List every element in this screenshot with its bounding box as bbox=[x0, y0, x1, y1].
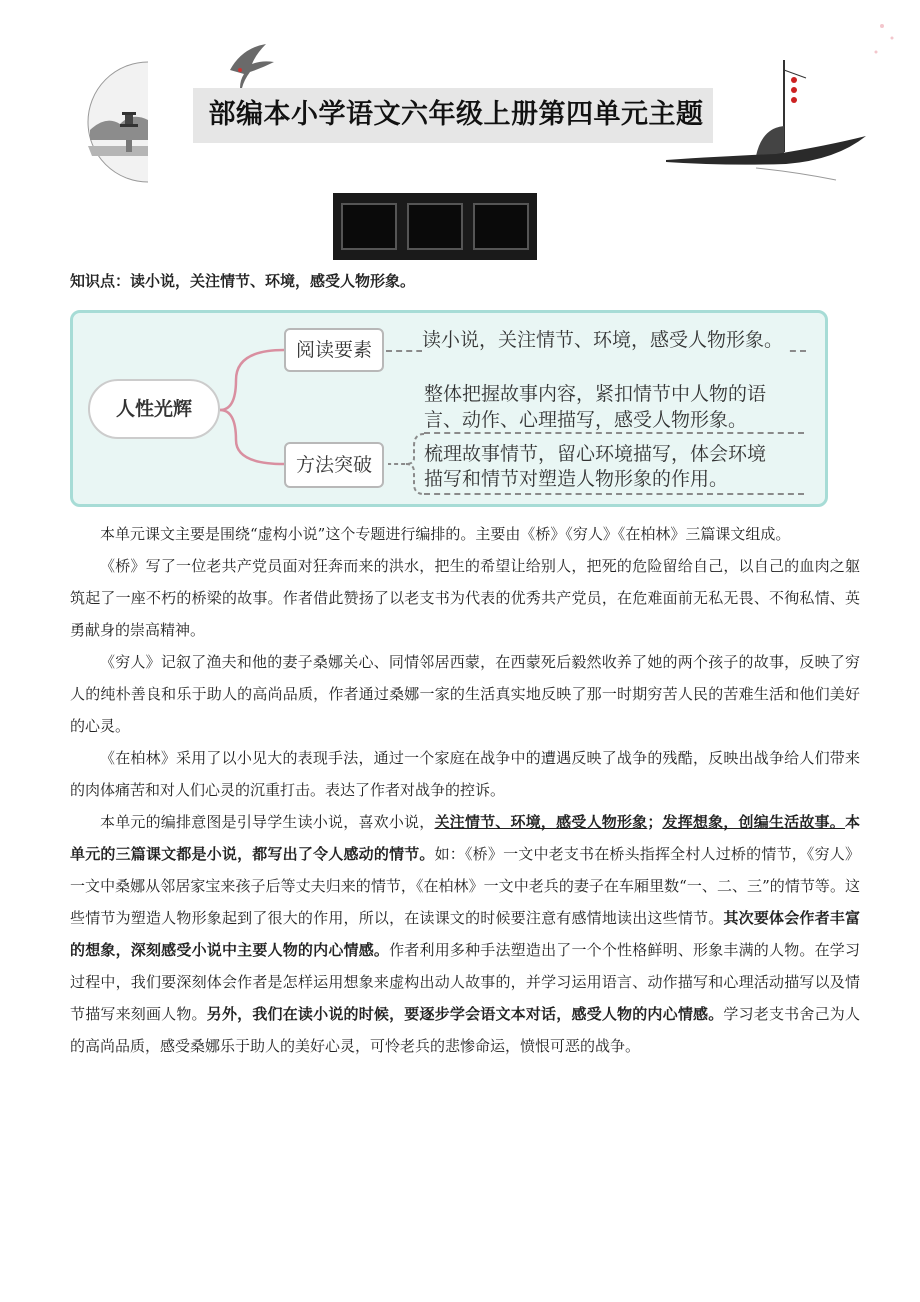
mind-map-method-line-2: 言、动作、心理描写，感受人物形象。 bbox=[424, 409, 748, 431]
mind-map-method-line-4: 描写和情节对塑造人物形象的作用。 bbox=[424, 468, 729, 490]
crane-bird-illustration bbox=[222, 40, 282, 92]
mind-map-bracket bbox=[386, 432, 426, 496]
paragraph-bridge: 《桥》写了一位老共产党员面对狂奔而来的洪水，把生的希望让给别人，把死的危险留给自己，以自己的血肉之躯筑起了一座不朽的桥梁的故事。作者借此赞扬了以老支书为代表的优秀共产党员，在危难面前无私无畏、不徇私情、英勇献身的崇高精神。 bbox=[70, 557, 860, 639]
dash-connector bbox=[424, 493, 804, 495]
mind-map-center: 人性光辉 bbox=[88, 379, 220, 439]
mind-map-method-line-1: 整体把握故事内容，紧扣情节中人物的语 bbox=[424, 383, 767, 405]
emphasis-underline: 发挥想象，创编生活故事。 bbox=[662, 813, 845, 831]
dash-connector bbox=[424, 432, 804, 434]
emphasis-underline: 关注情节、环境，感受人物形象 bbox=[434, 813, 648, 831]
mind-map-branch-reading: 阅读要素 bbox=[284, 328, 384, 372]
paragraph-berlin: 《在柏林》采用了以小见大的表现手法，通过一个家庭在战争中的遭遇反映了战争的残酷，反映出战争给人们带来的肉体痛苦和对人们心灵的沉重打击。表达了作者对战争的控诉。 bbox=[70, 749, 860, 799]
landscape-pavilion-illustration bbox=[86, 60, 150, 184]
emphasis-bold: 另外，我们在读小说的时候，要逐步学会语文本对话，感受人物的内心情感。 bbox=[206, 1005, 724, 1023]
petal-decoration bbox=[862, 18, 902, 68]
knowledge-point: 知识点：读小说，关注情节、环境，感受人物形象。 bbox=[70, 272, 416, 290]
body-text bbox=[70, 518, 860, 1062]
seal-stamp bbox=[333, 193, 537, 260]
emphasis-bold: 本单元的三篇课文都是小说，都写出了令人感动的情节。 bbox=[70, 813, 860, 863]
paragraph-intro: 本单元课文主要是围绕“虚构小说”这个专题进行编排的。主要由《桥》《穷人》《在柏林》三篇课文组成。 bbox=[100, 525, 791, 543]
mind-map-method-line-3: 梳理故事情节，留心环境描写，体会环境 bbox=[424, 443, 767, 465]
paragraph-poor-people: 《穷人》记叙了渔夫和他的妻子桑娜关心、同情邻居西蒙，在西蒙死后毅然收养了她的两个孩子的故事，反映了穷人的纯朴善良和乐于助人的高尚品质，作者通过桑娜一家的生活真实地反映了那一时期穷苦人民的苦难生活和他们美好的心灵。 bbox=[70, 653, 860, 735]
emphasis-bold: 其次要体会作者丰富的想象，深刻感受小说中主要人物的内心情感。 bbox=[70, 909, 860, 959]
mind-map-branch-method: 方法突破 bbox=[284, 442, 384, 488]
boat-lantern-illustration bbox=[666, 56, 870, 186]
paragraph-intent: 本单元的编排意图是引导学生读小说，喜欢小说，关注情节、环境，感受人物形象；发挥想象，创编生活故事。本单元的三篇课文都是小说，都写出了令人感动的情节。如：《桥》一文中老支书在桥头指挥全村人过桥的情节，《穷人》一文中桑娜从邻居家宝来孩子后等丈夫归来的情节，《在柏林》一文中老兵的妻子在车厢里数“一、二、三”的情节等。这些情节为塑造人物形象起到了很大的作用，所以，在读课文的时候要注意有感情地读出这些情节。其次要体会作者丰富的想象，深刻感受小说中主要人物的内心情感。作者利用多种手法塑造出了一个个性格鲜明、形象丰满的人物。在学习过程中，我们要深刻体会作者是怎样运用想象来虚构出动人故事的，并学习运用语言、动作描写和心理活动描写以及情节描写来刻画人物。另外，我们在读小说的时候，要逐步学会语文本对话，感受人物的内心情感。学习老支书舍己为人的高尚品质，感受桑娜乐于助人的美好心灵，可怜老兵的悲惨命运，愤恨可恶的战争。 bbox=[70, 813, 860, 1055]
mind-map-branch-reading-text: 读小说，关注情节、环境，感受人物形象。 bbox=[422, 326, 787, 354]
page-title: 部编本小学语文六年级上册第四单元主题 bbox=[208, 99, 704, 130]
